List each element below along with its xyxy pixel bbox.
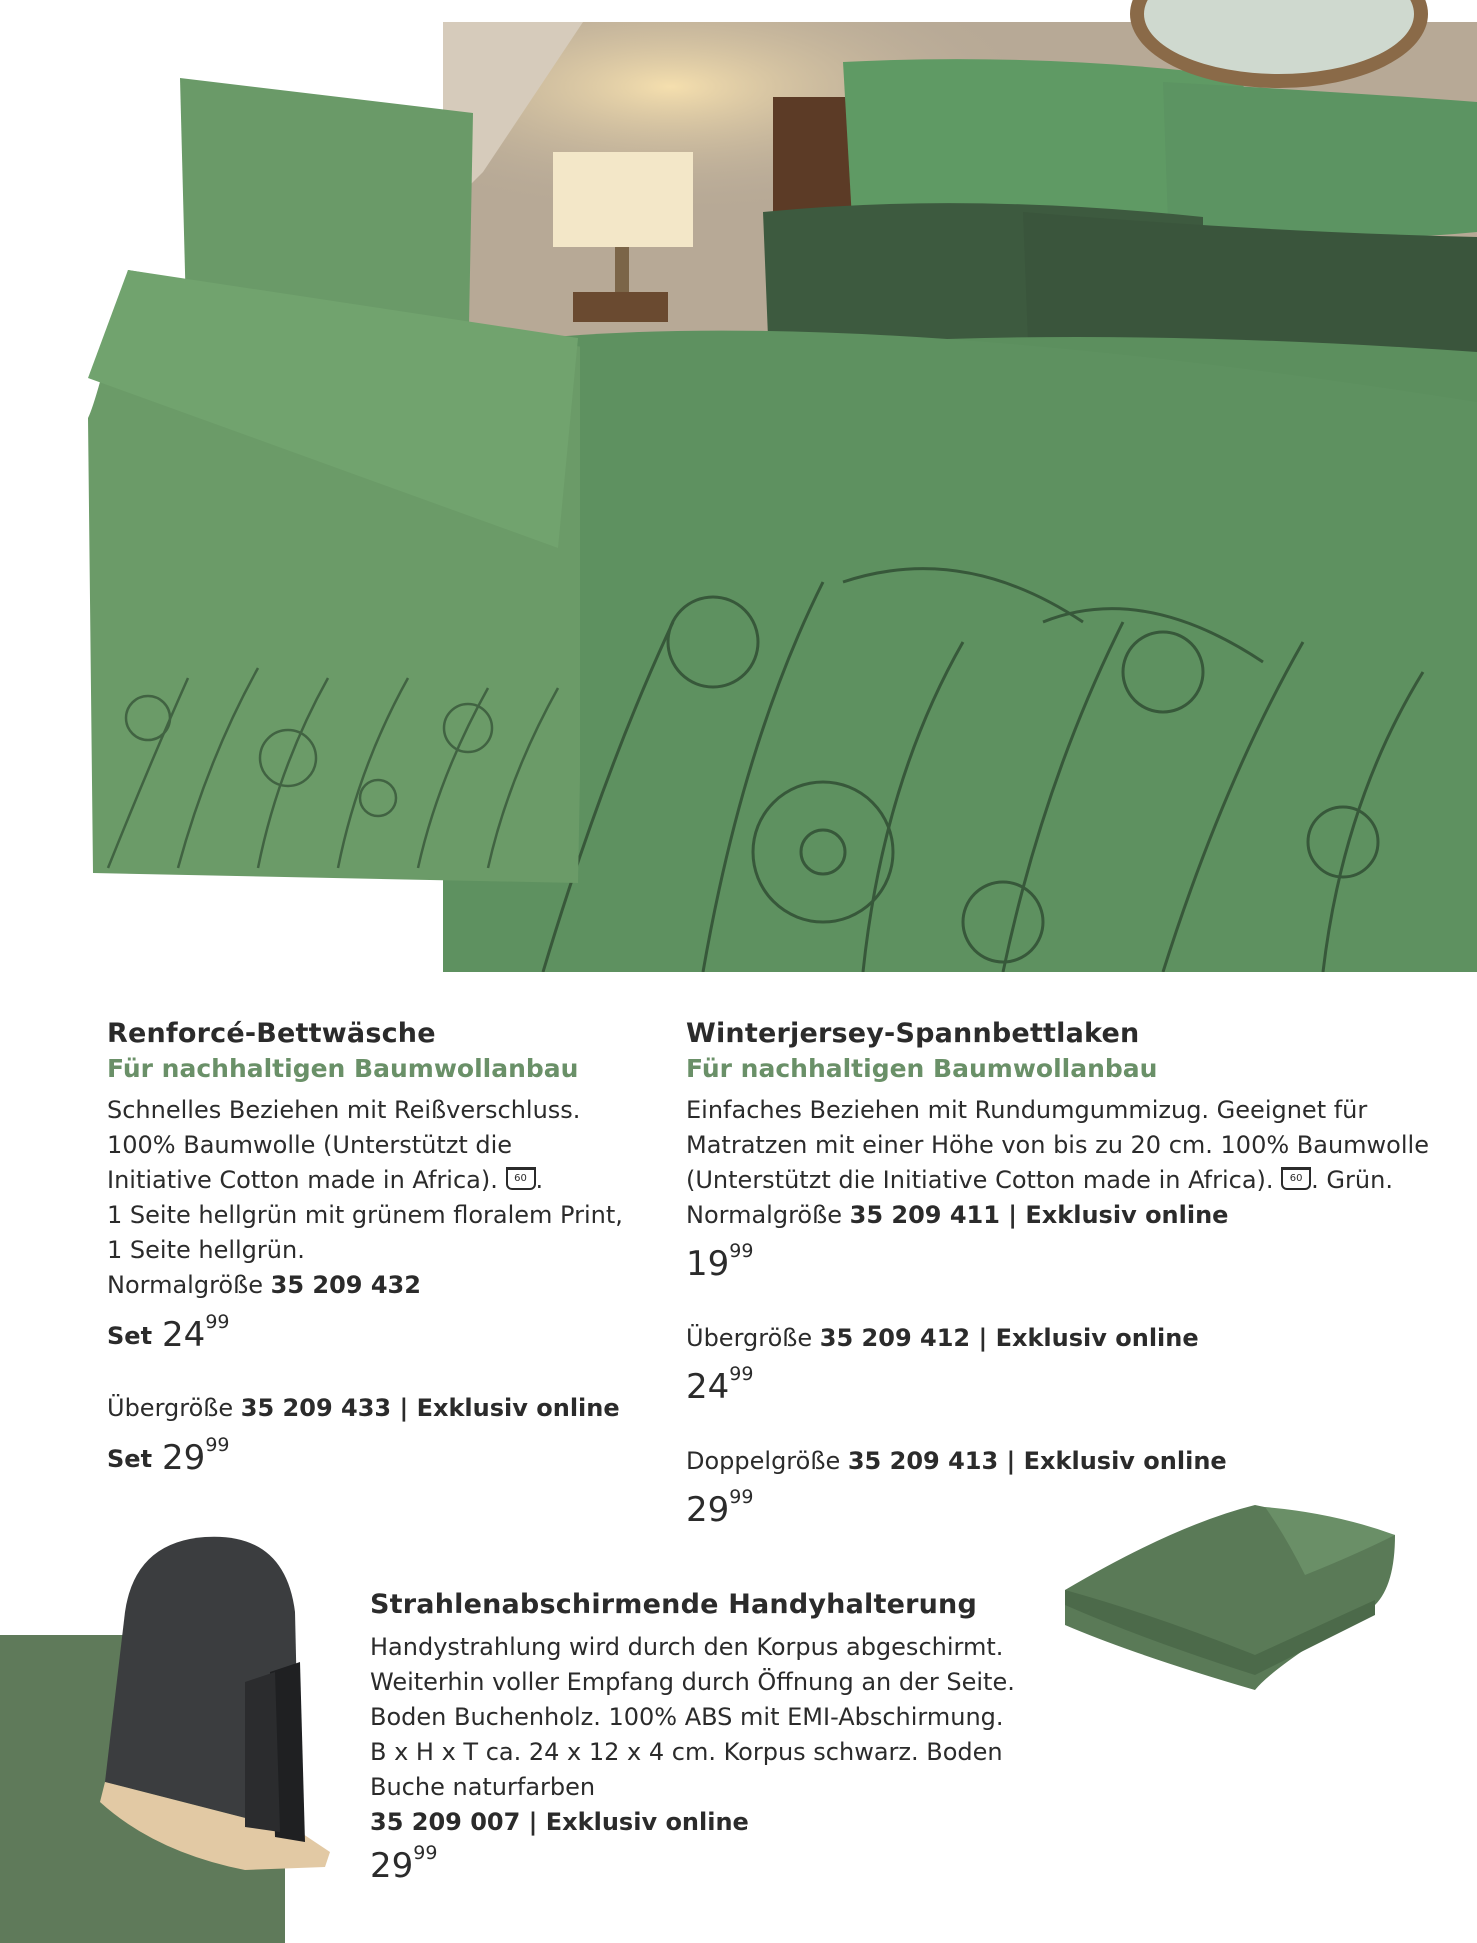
product2-price1 [686,1240,754,1284]
product2-desc-line: Einfaches Beziehen mit Rundumgummizug. Geeignet für [686,1096,1368,1124]
product1-price1 [107,1311,230,1355]
product2-desc-line: Matratzen mit einer Höhe von bis zu 20 cm. 100% Baumwolle [686,1131,1429,1159]
price-cents: 99 [205,1434,230,1456]
price-main: 19 [686,1244,730,1284]
product3-desc-line: B x H x T ca. 24 x 12 x 4 cm. Korpus schwarz. Boden [370,1738,1003,1766]
product2-desc-text: (Unterstützt die Initiative Cotton made in Africa). [686,1166,1274,1194]
product1-size1 [107,1268,623,1303]
product1-desc-line: 1 Seite hellgrün. [107,1236,305,1264]
price-main: 29 [370,1846,414,1886]
duvet-photo [88,78,580,883]
product1-desc-line: 1 Seite hellgrün mit grünem floralem Print, [107,1201,623,1229]
price-prefix: Set [107,1322,153,1350]
price-cents: 99 [413,1842,438,1864]
product1-subtitle: Für nachhaltigen Baumwollanbau [107,1054,579,1083]
product1-desc-line: 100% Baumwolle (Unterstützt die [107,1131,513,1159]
product3-price [370,1842,438,1886]
article-number: 35 209 413 | Exklusiv online [847,1447,1227,1475]
product2-subtitle: Für nachhaltigen Baumwollanbau [686,1054,1158,1083]
product2-size2 [686,1321,1199,1356]
product3-title: Strahlenabschirmende Handyhalterung [370,1589,977,1620]
wash-60-icon: 60 [506,1167,536,1190]
price-prefix: Set [107,1445,153,1473]
bedroom-photo [443,22,1477,972]
size-label: Doppelgröße [686,1447,841,1475]
product2-size3 [686,1444,1227,1479]
product1-desc-line: Initiative Cotton made in Africa). 60 . [107,1166,544,1194]
price-main: 24 [686,1367,730,1407]
product1-size2 [107,1391,620,1426]
price-cents: 99 [729,1486,754,1508]
product3-desc-line: Boden Buchenholz. 100% ABS mit EMI-Abschirmung. [370,1703,1004,1731]
product2-price3 [686,1486,754,1530]
product1-description [107,1093,623,1303]
product3-description [370,1630,1015,1840]
product1-price2 [107,1434,230,1478]
phone-holder-photo [95,1532,335,1872]
price-main: 24 [162,1315,206,1355]
product1-desc-text: Initiative Cotton made in Africa). [107,1166,498,1194]
product1-desc-line: Schnelles Beziehen mit Reißverschluss. [107,1096,581,1124]
product2-description [686,1093,1429,1233]
size-label: Normalgröße [686,1201,842,1229]
article-number: 35 209 007 | Exklusiv online [370,1808,749,1836]
product2-size1 [686,1198,1429,1233]
product3-desc-line: Buche naturfarben [370,1773,596,1801]
product3-desc-line: Handystrahlung wird durch den Korpus abgeschirmt. [370,1633,1004,1661]
product2-price2 [686,1363,754,1407]
product2-desc-text: . Grün. [1311,1166,1393,1194]
price-cents: 99 [205,1311,230,1333]
article-number: 35 209 411 | Exklusiv online [849,1201,1229,1229]
price-cents: 99 [729,1240,754,1262]
product3-desc-line: Weiterhin voller Empfang durch Öffnung an der Seite. [370,1668,1015,1696]
article-number: 35 209 433 | Exklusiv online [240,1394,620,1422]
wash-60-icon: 60 [1281,1167,1311,1190]
price-cents: 99 [729,1363,754,1385]
product2-title: Winterjersey-Spannbettlaken [686,1018,1140,1049]
product3-article [370,1805,1015,1840]
size-label: Übergröße [686,1324,813,1352]
price-main: 29 [686,1490,730,1530]
product2-desc-line [686,1163,1429,1198]
size-label: Normalgröße [107,1271,263,1299]
price-main: 29 [162,1438,206,1478]
fitted-sheet-photo [1055,1495,1405,1695]
article-number: 35 209 432 [270,1271,421,1299]
article-number: 35 209 412 | Exklusiv online [819,1324,1199,1352]
product1-title: Renforcé-Bettwäsche [107,1018,436,1049]
size-label: Übergröße [107,1394,234,1422]
